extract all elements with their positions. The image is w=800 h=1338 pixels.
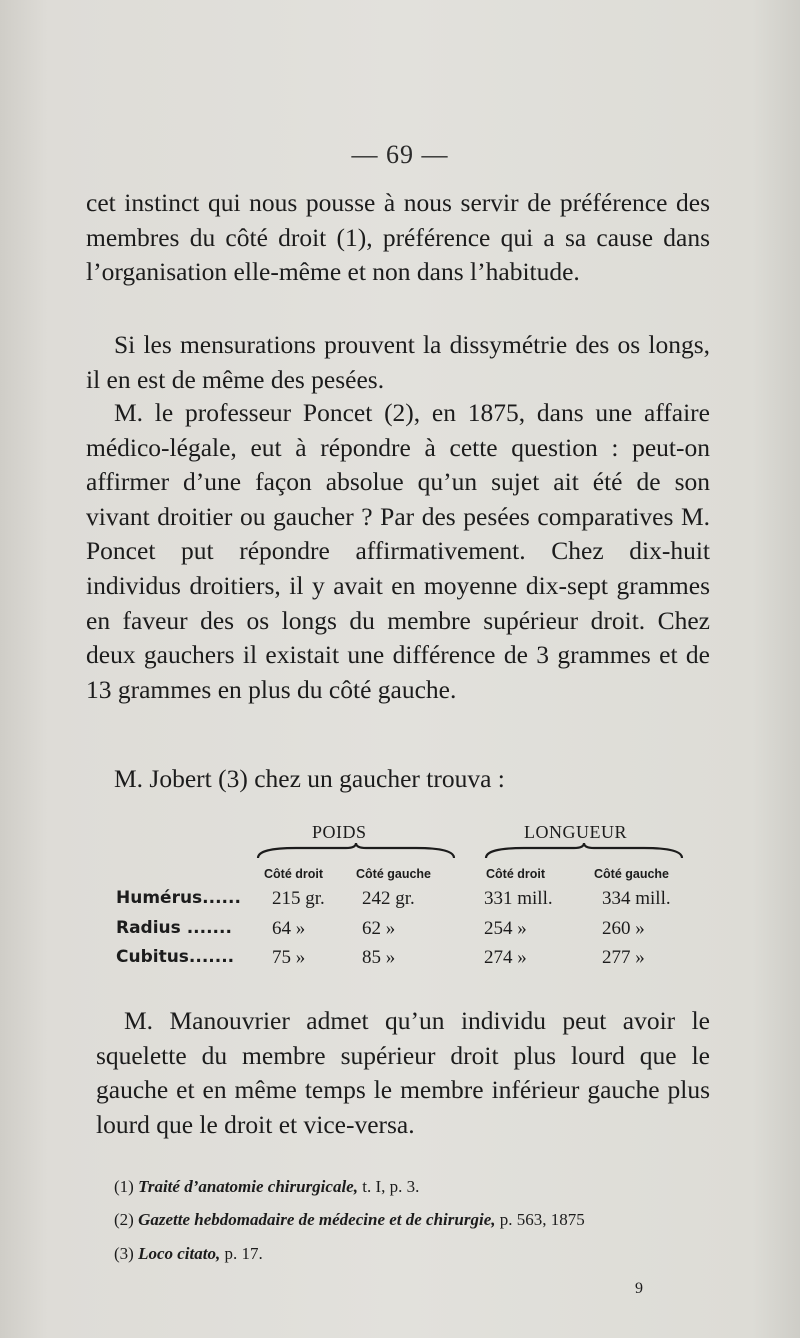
signature-mark: 9 — [635, 1280, 643, 1297]
row-label: Cubitus....... — [116, 947, 235, 967]
row-label: Radius ....... — [116, 918, 232, 938]
brace-longueur — [484, 842, 684, 860]
footnote-1 — [114, 1177, 419, 1197]
cell: 85 » — [362, 947, 396, 968]
footnote-rest: p. 17. — [220, 1244, 263, 1263]
footnote-title: Loco citato, — [138, 1244, 221, 1263]
footnote-title: Traité d’anatomie chirurgicale, — [138, 1177, 358, 1196]
cell: 75 » — [272, 947, 306, 968]
subheader-poids-gauche: Côté gauche — [356, 867, 432, 881]
cell: 260 » — [602, 918, 645, 939]
cell: 277 » — [602, 947, 645, 968]
table-row — [116, 918, 710, 948]
cell: 62 » — [362, 918, 396, 939]
row-label: Humérus...... — [116, 888, 241, 908]
cell: 242 gr. — [362, 888, 415, 909]
footnote-2 — [114, 1210, 585, 1230]
header-poids: POIDS — [312, 822, 367, 842]
subheader-longueur-gauche: Côté gauche — [594, 867, 670, 881]
paragraph-4: M. Jobert (3) chez un gaucher trouva : — [114, 764, 505, 793]
footnote-3 — [114, 1244, 263, 1264]
footnote-rest: t. I, p. 3. — [357, 1177, 420, 1196]
paragraph-3: M. le professeur Poncet (2), en 1875, dans une affaire médico-légale, eut à répondre à cette question : peut-on affirmer d’une façon absolue qu’un sujet ait été de son vivant droitier ou gaucher ? Par des pesées comparatives M. Poncet put répondre affirmativement. Chez dix-huit individus droitiers, il y avait en moyenne dix-sept grammes en faveur des os longs du membre supérieur droit. Chez deux gauchers il existait une différence de 3 grammes et de 13 grammes en plus du côté gauche. — [86, 398, 710, 704]
footnote-title: Gazette hebdomadaire de médecine et de chirurgie, — [138, 1210, 496, 1229]
paragraph-5: M. Manouvrier admet qu’un individu peut avoir le squelette du membre supérieur droit plus lourd que le gauche et en même temps le membre inférieur gauche plus lourd que le droit et vice-versa. — [96, 1006, 710, 1139]
page-number: — 69 — — [351, 140, 449, 169]
footnote-number: (2) — [114, 1210, 134, 1229]
footnote-number: (3) — [114, 1244, 134, 1263]
cell: 254 » — [484, 918, 527, 939]
subheader-longueur-droit: Côté droit — [486, 867, 546, 881]
subheader-poids-droit: Côté droit — [264, 867, 324, 881]
table-row — [116, 947, 710, 977]
cell: 215 gr. — [272, 888, 325, 909]
cell: 274 » — [484, 947, 527, 968]
header-longueur: LONGUEUR — [524, 822, 627, 842]
table-row — [116, 888, 710, 918]
paragraph-2: Si les mensurations prouvent la dissymétrie des os longs, il en est de même des pesées. — [86, 330, 710, 394]
brace-poids — [256, 842, 456, 860]
footnote-number: (1) — [114, 1177, 134, 1196]
paragraph-1: cet instinct qui nous pousse à nous servir de préférence des membres du côté droit (1), préférence qui a sa cause dans l’organisation elle-même et non dans l’habitude. — [86, 188, 710, 287]
footnote-rest: p. 563, 1875 — [495, 1210, 585, 1229]
cell: 64 » — [272, 918, 306, 939]
cell: 331 mill. — [484, 888, 553, 909]
cell: 334 mill. — [602, 888, 671, 909]
